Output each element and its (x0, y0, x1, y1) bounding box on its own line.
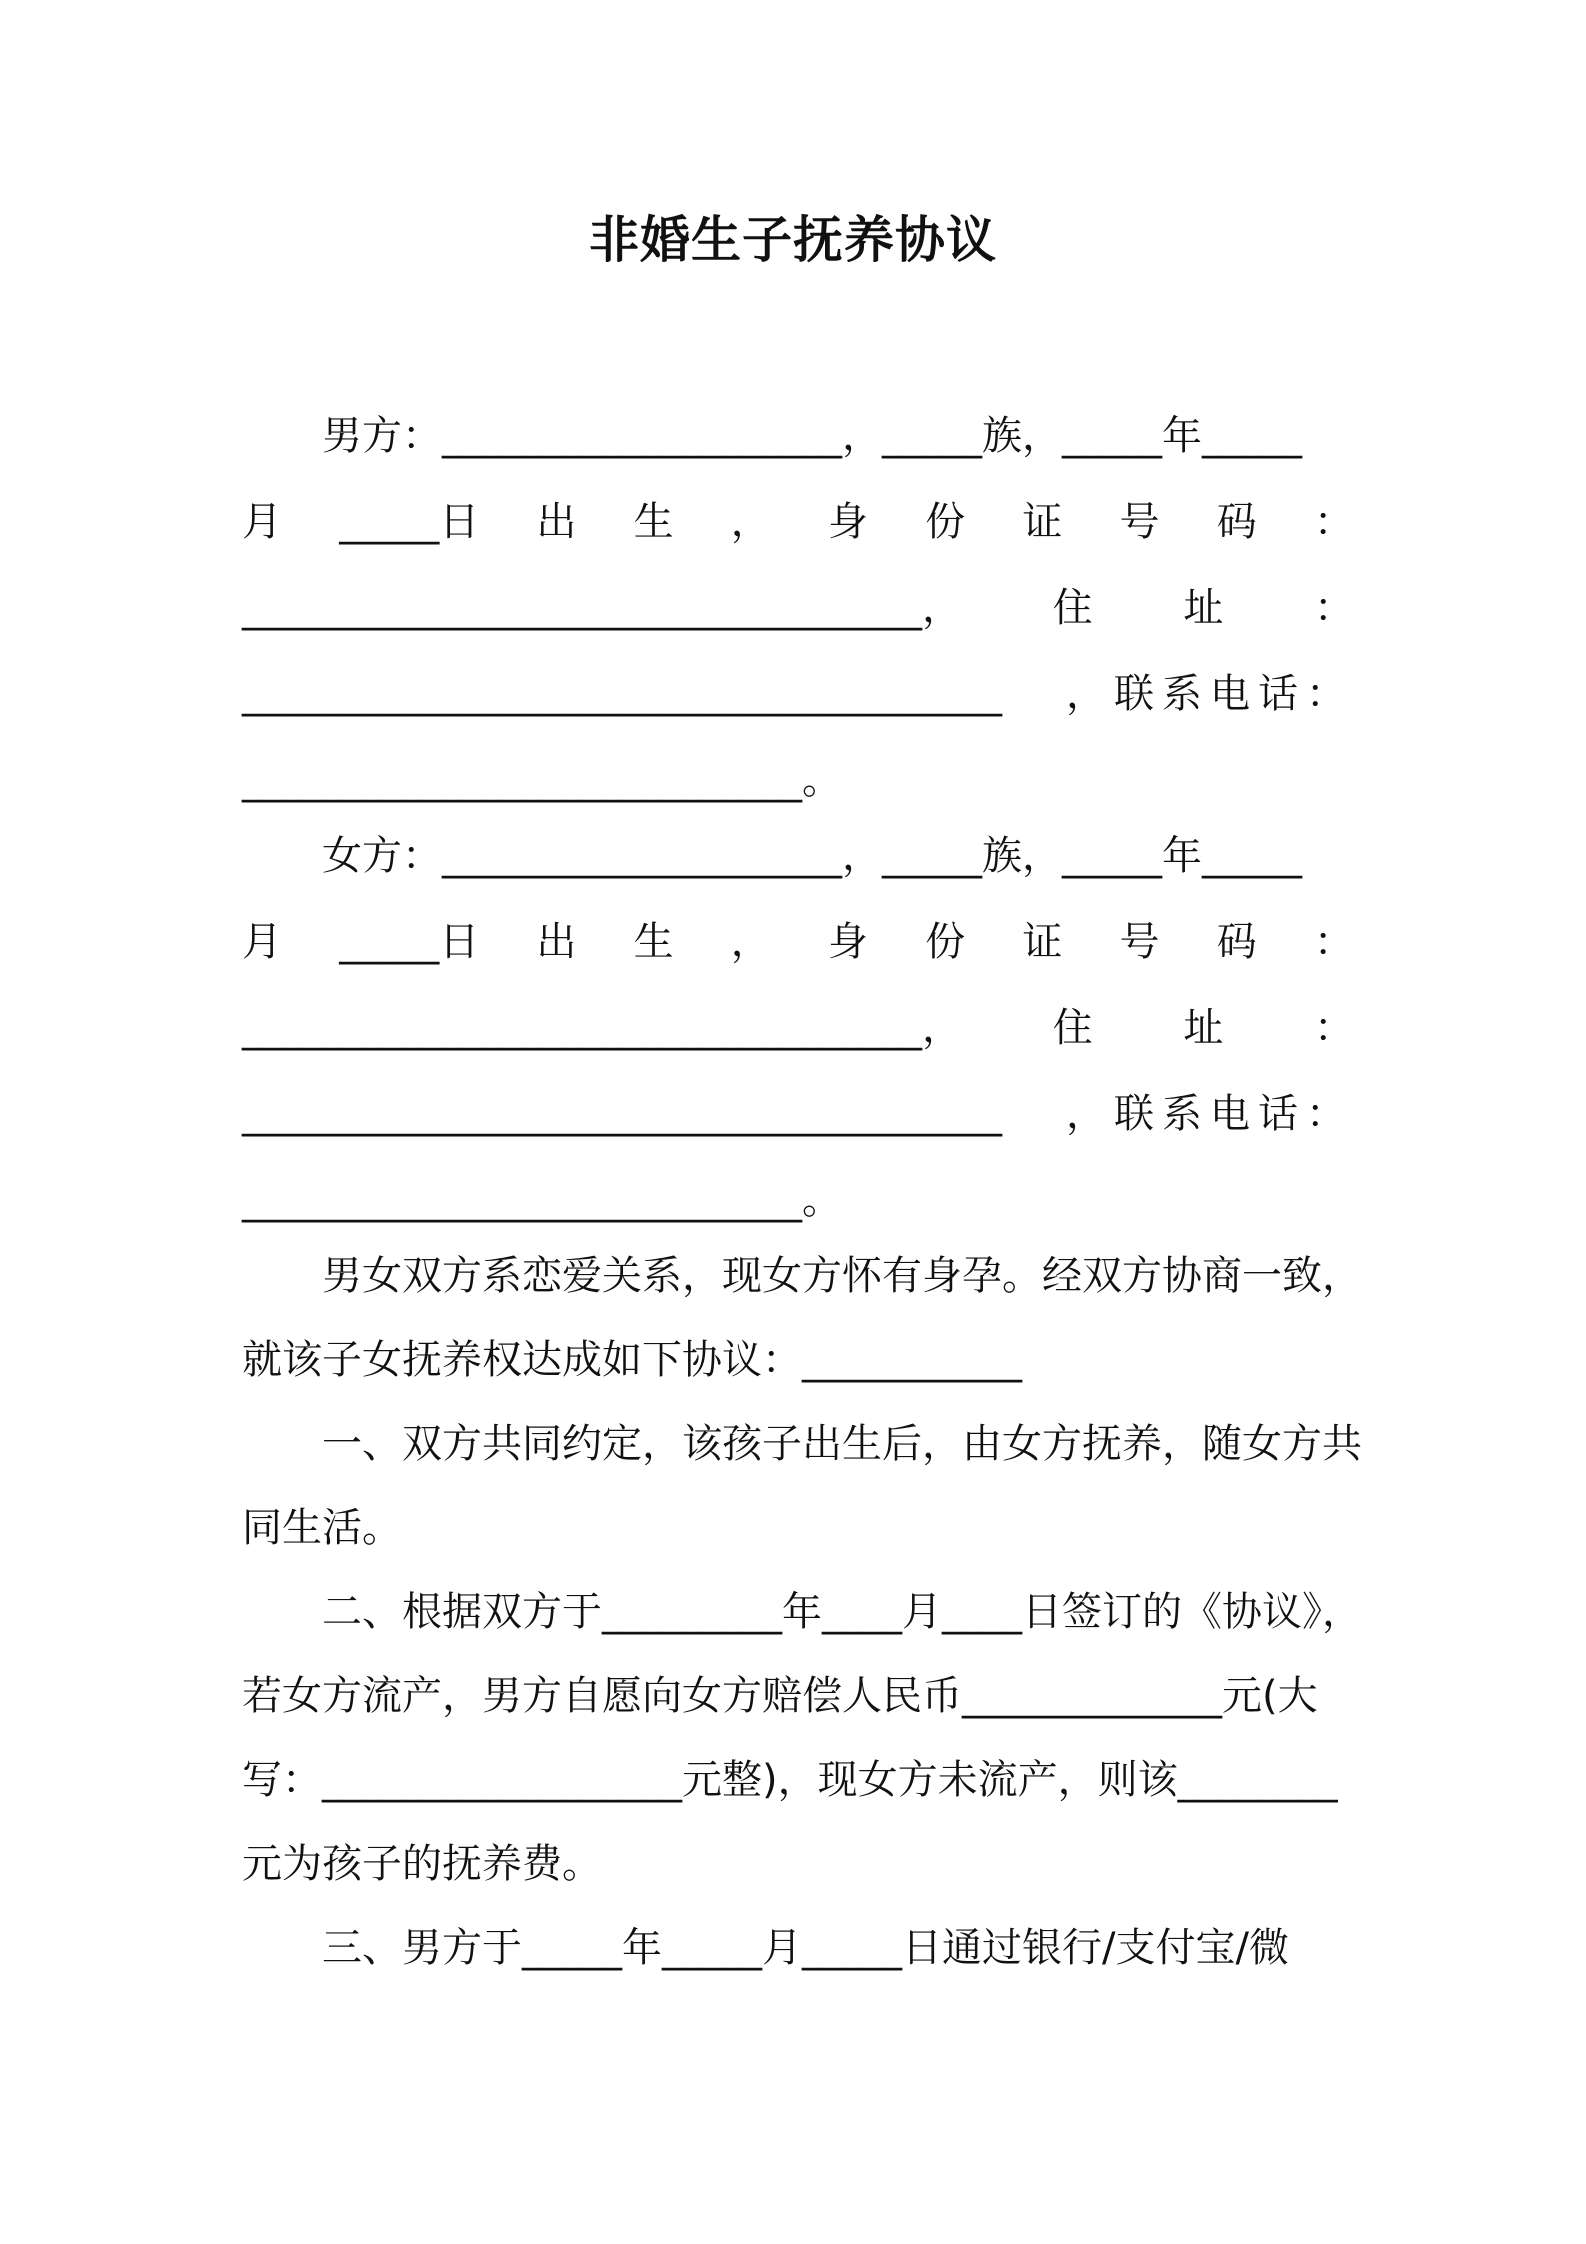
female-line-1: 女方：____________________，_____族，_____年_____ (322, 833, 1302, 879)
female-line-4: ______________________________________ ，联系电话： (242, 1091, 1354, 1137)
male-line-3: __________________________________， 住 址 ： (242, 585, 1354, 631)
clause-2-line-4: 元为孩子的抚养费。 (242, 1841, 602, 1887)
male-line-2: 月 _____日 出 生 ， 身 份 证 号 码 ： (242, 499, 1354, 545)
male-line-1: 男方：____________________，_____族，_____年_____ (322, 413, 1302, 459)
clause-2-line-2: 若女方流产，男方自愿向女方赔偿人民币_____________元(大 (242, 1673, 1318, 1719)
clause-2-line-3: 写：__________________元整)，现女方未流产，则该________ (242, 1757, 1338, 1803)
clause-3-line-1: 三、男方于_____年_____月_____日通过银行/支付宝/微 (322, 1925, 1289, 1971)
intro-line-1: 男女双方系恋爱关系，现女方怀有身孕。经双方协商一致， (322, 1253, 1362, 1299)
female-line-3: __________________________________， 住 址 ： (242, 1005, 1354, 1051)
document-title: 非婚生子抚养协议 (589, 211, 997, 269)
male-line-4: ______________________________________ ，联系电话： (242, 671, 1354, 717)
female-line-2: 月 _____日 出 生 ， 身 份 证 号 码 ： (242, 919, 1354, 965)
clause-1-line-2: 同生活。 (242, 1505, 402, 1551)
male-line-5: ____________________________。 (242, 757, 842, 803)
clause-2-line-1: 二、根据双方于_________年____月____日签订的《协议》， (322, 1589, 1362, 1635)
intro-line-2: 就该子女抚养权达成如下协议：___________ (242, 1337, 1022, 1383)
clause-1-line-1: 一、双方共同约定，该孩子出生后，由女方抚养，随女方共 (322, 1421, 1362, 1467)
female-line-5: ____________________________。 (242, 1177, 842, 1223)
